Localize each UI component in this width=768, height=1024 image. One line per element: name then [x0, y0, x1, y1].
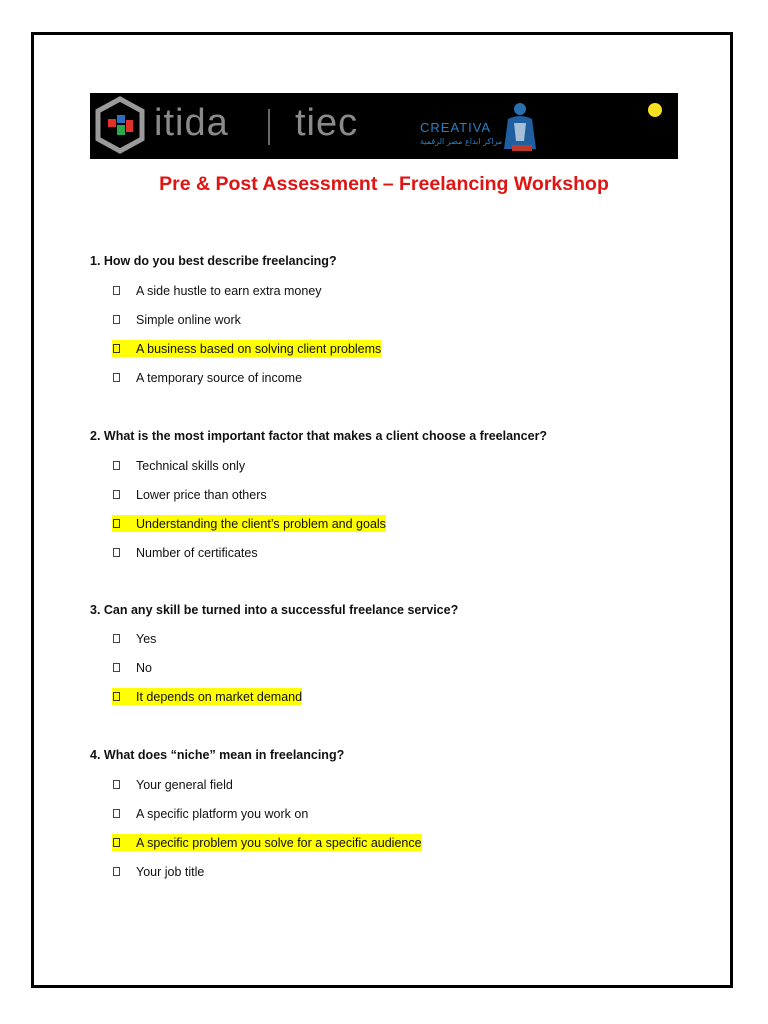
- q1-option-2[interactable]: [112, 311, 241, 328]
- q4-option-4[interactable]: [112, 863, 204, 880]
- q2-option-2[interactable]: [112, 486, 267, 503]
- q2-option-4[interactable]: [112, 544, 258, 561]
- option-label: A specific problem you solve for a specific audience: [136, 835, 422, 850]
- q2-option-3[interactable]: [112, 515, 386, 532]
- checkbox-icon[interactable]: [113, 461, 120, 470]
- question-4: 4. What does “niche” mean in freelancing?: [90, 748, 345, 762]
- q3-option-3[interactable]: [112, 688, 302, 705]
- creativa-wordmark: CREATIVA: [420, 120, 492, 135]
- option-label: Technical skills only: [136, 458, 246, 473]
- q1-option-1[interactable]: [112, 282, 322, 299]
- option-label: Your general field: [136, 777, 233, 792]
- checkbox-icon[interactable]: [113, 315, 120, 324]
- creativa-arabic-text: مراكز ابداع مصر الرقمية: [420, 137, 503, 146]
- option-label: A specific platform you work on: [136, 806, 309, 821]
- checkbox-icon[interactable]: [113, 634, 120, 643]
- checkbox-icon[interactable]: [113, 373, 120, 382]
- question-2: 2. What is the most important factor that makes a client choose a freelancer?: [90, 429, 548, 443]
- q4-option-2[interactable]: [112, 805, 308, 822]
- question-1: 1. How do you best describe freelancing?: [90, 254, 337, 268]
- option-label: It depends on market demand: [136, 689, 303, 704]
- q4-option-1[interactable]: [112, 776, 233, 793]
- checkbox-icon[interactable]: [113, 867, 120, 876]
- checkbox-icon[interactable]: [113, 344, 120, 353]
- option-label: Understanding the client’s problem and goals: [136, 516, 386, 531]
- itida-wordmark: itida: [154, 102, 229, 144]
- q3-option-2[interactable]: [112, 659, 152, 676]
- q2-option-1[interactable]: [112, 457, 245, 474]
- itida-logo-icon: [90, 93, 150, 159]
- q1-option-3[interactable]: [112, 340, 381, 357]
- option-label: Your job title: [136, 864, 205, 879]
- option-label: No: [136, 660, 152, 675]
- header-banner: [90, 93, 678, 159]
- question-3: 3. Can any skill be turned into a successful freelance service?: [90, 603, 459, 617]
- checkbox-icon[interactable]: [113, 490, 120, 499]
- option-label: Lower price than others: [136, 487, 267, 502]
- page-title: Pre & Post Assessment – Freelancing Workshop: [159, 173, 609, 195]
- option-label: Number of certificates: [136, 545, 258, 560]
- checkbox-icon[interactable]: [113, 780, 120, 789]
- checkbox-icon[interactable]: [113, 838, 120, 847]
- checkbox-icon[interactable]: [113, 692, 120, 701]
- q1-option-4[interactable]: [112, 369, 302, 386]
- q3-option-1[interactable]: [112, 630, 156, 647]
- q4-option-3[interactable]: [112, 834, 422, 851]
- checkbox-icon[interactable]: [113, 663, 120, 672]
- checkbox-icon[interactable]: [113, 519, 120, 528]
- checkbox-icon[interactable]: [113, 548, 120, 557]
- option-label: A business based on solving client problems: [136, 341, 382, 356]
- checkbox-icon[interactable]: [113, 809, 120, 818]
- checkbox-icon[interactable]: [113, 286, 120, 295]
- yellow-dot: [648, 103, 662, 117]
- option-label: Simple online work: [136, 312, 241, 327]
- logo-separator: [268, 109, 270, 145]
- option-label: Yes: [136, 631, 157, 646]
- tiec-wordmark: tiec: [295, 102, 359, 144]
- option-label: A temporary source of income: [136, 370, 303, 385]
- option-label: A side hustle to earn extra money: [136, 283, 322, 298]
- pharaoh-figure-icon: [498, 99, 544, 157]
